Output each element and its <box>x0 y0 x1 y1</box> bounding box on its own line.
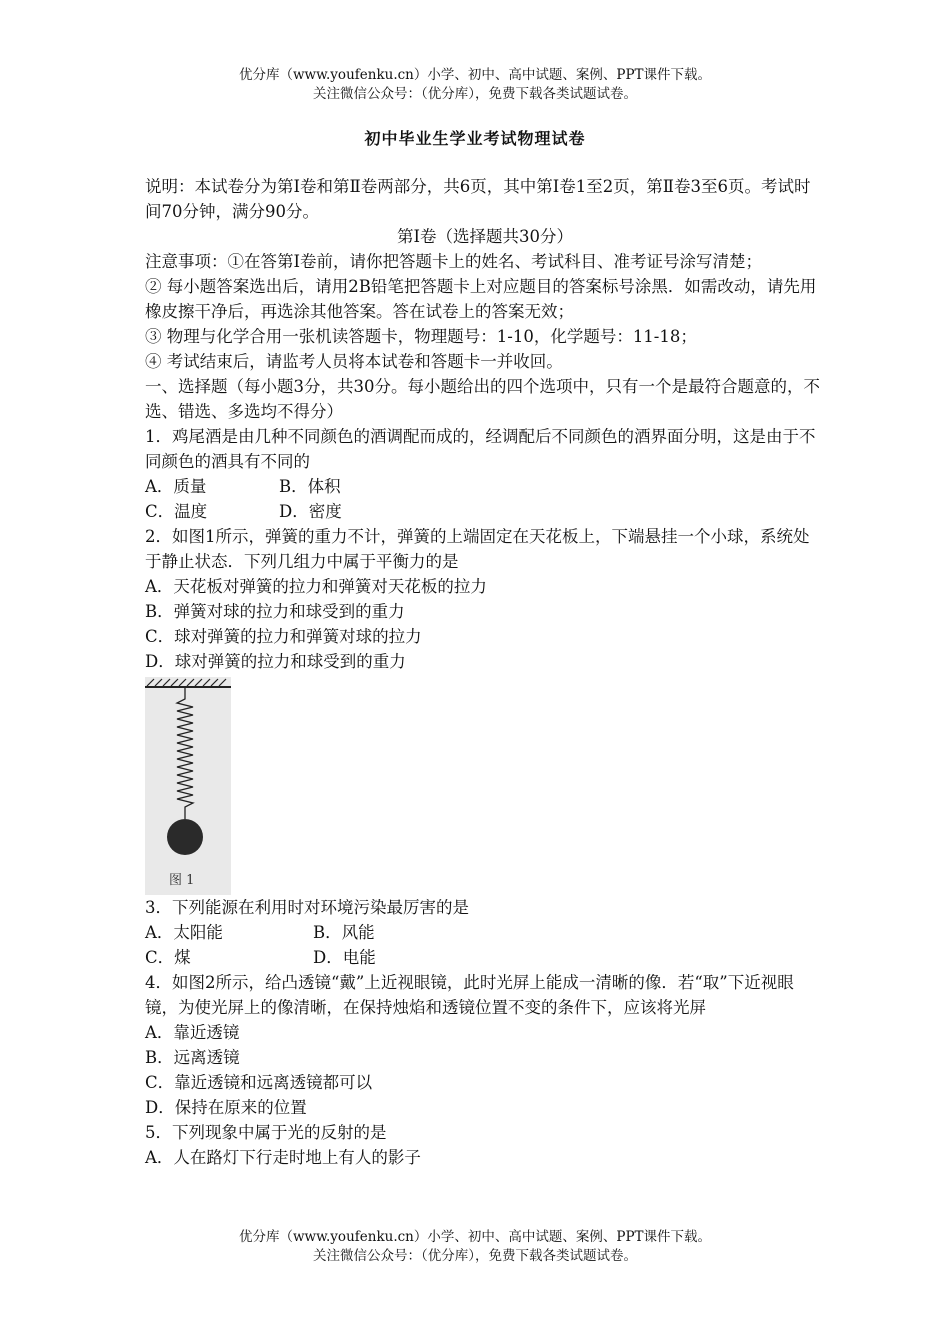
q5-stem: 5．下列现象中属于光的反射的是 <box>145 1123 387 1142</box>
q2-option-a: A．天花板对弹簧的拉力和弹簧对天花板的拉力 <box>145 577 487 596</box>
header-line-2: 关注微信公众号：（优分库），免费下载各类试题试卷。 <box>313 86 637 102</box>
q1-options-row-2 <box>145 499 825 524</box>
q4-option-c: C．靠近透镜和远离透镜都可以 <box>145 1073 373 1092</box>
section-heading: 第Ⅰ卷（选择题共30分） <box>396 227 573 246</box>
q4-option-a: A．靠近透镜 <box>145 1023 240 1042</box>
footer-line-2: 关注微信公众号：（优分库），免费下载各类试题试卷。 <box>313 1248 637 1264</box>
exam-content <box>145 174 825 1170</box>
page-title: 初中毕业生学业考试物理试卷 <box>364 129 586 148</box>
q3-stem: 3．下列能源在利用时对环境污染最厉害的是 <box>145 898 469 917</box>
q3-option-d: D．电能 <box>313 948 376 967</box>
q1-option-d: D．密度 <box>279 502 342 521</box>
note-1: 注意事项：①在答第Ⅰ卷前，请你把答题卡上的姓名、考试科目、准考证号涂写清楚； <box>145 252 763 271</box>
spring-ball-diagram <box>145 677 231 895</box>
part-heading: 一、选择题（每小题3分，共30分。每小题给出的四个选项中，只有一个是最符合题意的，不选、错选、多选均不得分） <box>145 377 820 421</box>
q1-options-row-1 <box>145 474 825 499</box>
note-4: ④ 考试结束后，请监考人员将本试卷和答题卡一并收回。 <box>145 352 563 371</box>
q3-option-a: A．太阳能 <box>145 923 223 942</box>
q1-option-c: C．温度 <box>145 502 208 521</box>
q5-option-a: A．人在路灯下行走时地上有人的影子 <box>145 1148 421 1167</box>
q2-stem: 2．如图1所示，弹簧的重力不计，弹簧的上端固定在天花板上，下端悬挂一个小球，系统处于静止状态．下列几组力中属于平衡力的是 <box>145 527 810 571</box>
q4-stem: 4．如图2所示，给凸透镜“戴”上近视眼镜，此时光屏上能成一清晰的像．若“取”下近视眼镜，为使光屏上的像清晰，在保持烛焰和透镜位置不变的条件下，应该将光屏 <box>145 973 794 1017</box>
q2-option-b: B．弹簧对球的拉力和球受到的重力 <box>145 602 405 621</box>
note-3: ③ 物理与化学合用一张机读答题卡，物理题号：1-10，化学题号：11-18； <box>145 327 697 346</box>
q4-option-d: D．保持在原来的位置 <box>145 1098 307 1117</box>
page-footer <box>0 1228 950 1266</box>
q1-option-b: B．体积 <box>279 477 341 496</box>
q2-option-d: D．球对弹簧的拉力和球受到的重力 <box>145 652 406 671</box>
header-line-1: 优分库（www.youfenku.cn）小学、初中、高中试题、案例、PPT课件下载。 <box>238 67 712 83</box>
note-2: ② 每小题答案选出后，请用2B铅笔把答题卡上对应题目的答案标号涂黑．如需改动，请先用橡皮擦干净后，再选涂其他答案。答在试卷上的答案无效； <box>145 277 817 321</box>
spring-ball-figure <box>145 677 231 895</box>
q3-options-row-2 <box>145 945 825 970</box>
q3-option-c: C．煤 <box>145 948 191 967</box>
spring <box>177 687 193 819</box>
figure-1-label: 图 1 <box>169 873 195 888</box>
q3-option-b: B．风能 <box>313 923 375 942</box>
q1-option-a: A．质量 <box>145 477 207 496</box>
explanation: 说明：本试卷分为第Ⅰ卷和第Ⅱ卷两部分，共6页，其中第Ⅰ卷1至2页，第Ⅱ卷3至6页。考试时间70分钟，满分90分。 <box>145 177 811 221</box>
q2-option-c: C．球对弹簧的拉力和弹簧对球的拉力 <box>145 627 422 646</box>
q4-option-b: B．远离透镜 <box>145 1048 240 1067</box>
footer-line-1: 优分库（www.youfenku.cn）小学、初中、高中试题、案例、PPT课件下载。 <box>238 1229 712 1245</box>
ceiling-hatch <box>145 679 231 687</box>
ball <box>167 819 203 855</box>
q3-options-row-1 <box>145 920 825 945</box>
q1-stem: 1．鸡尾酒是由几种不同颜色的酒调配而成的，经调配后不同颜色的酒界面分明，这是由于不同颜色的酒具有不同的 <box>145 427 816 471</box>
page-header <box>0 66 950 104</box>
